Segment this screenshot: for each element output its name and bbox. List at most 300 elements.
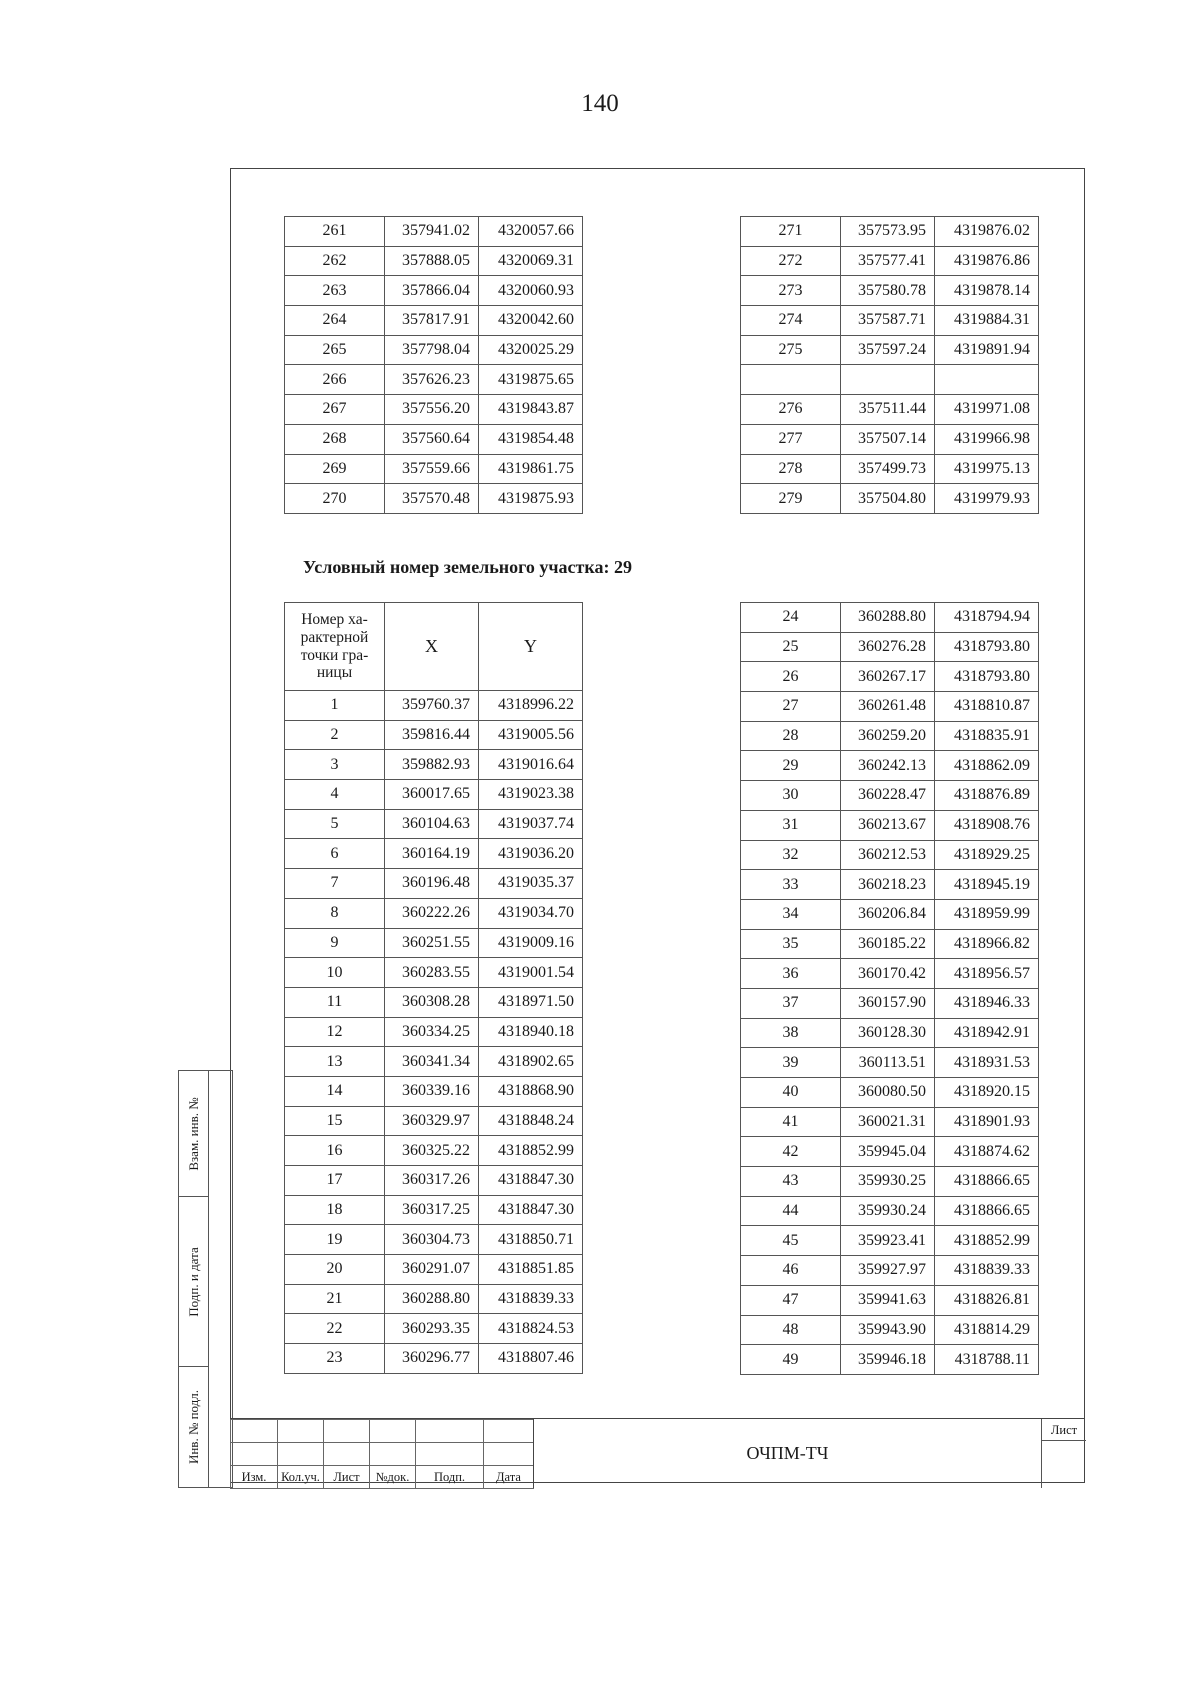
point-number: 15 bbox=[285, 1106, 385, 1136]
point-number: 264 bbox=[285, 306, 385, 336]
point-number: 278 bbox=[741, 454, 841, 484]
table-row bbox=[741, 306, 1039, 336]
x-coordinate: 360213.67 bbox=[841, 810, 935, 840]
y-coordinate: 4319875.65 bbox=[479, 365, 583, 395]
x-coordinate: 360296.77 bbox=[385, 1344, 479, 1374]
point-number: 40 bbox=[741, 1078, 841, 1108]
y-coordinate: 4319971.08 bbox=[935, 395, 1039, 425]
x-coordinate: 360308.28 bbox=[385, 987, 479, 1017]
x-coordinate: 360334.25 bbox=[385, 1017, 479, 1047]
point-number: 23 bbox=[285, 1344, 385, 1374]
table-row bbox=[741, 1226, 1039, 1256]
point-number: 46 bbox=[741, 1256, 841, 1286]
point-number: 26 bbox=[741, 662, 841, 692]
table-row bbox=[741, 840, 1039, 870]
table-row bbox=[741, 335, 1039, 365]
x-coordinate: 360317.26 bbox=[385, 1166, 479, 1196]
x-coordinate: 360242.13 bbox=[841, 751, 935, 781]
table-row bbox=[741, 929, 1039, 959]
coordinates-table-top-right bbox=[740, 216, 1039, 514]
point-number: 14 bbox=[285, 1076, 385, 1106]
label-list: Лист bbox=[324, 1466, 370, 1489]
point-number: 273 bbox=[741, 276, 841, 306]
table-row bbox=[741, 217, 1039, 247]
table-row bbox=[741, 276, 1039, 306]
x-coordinate: 357798.04 bbox=[385, 335, 479, 365]
table-row bbox=[741, 246, 1039, 276]
table-row bbox=[741, 365, 1039, 395]
title-block-grid bbox=[230, 1419, 534, 1489]
table-row bbox=[285, 335, 583, 365]
point-number: 41 bbox=[741, 1107, 841, 1137]
point-number: 29 bbox=[741, 751, 841, 781]
x-coordinate: 357577.41 bbox=[841, 246, 935, 276]
point-number: 42 bbox=[741, 1137, 841, 1167]
y-coordinate: 4318810.87 bbox=[935, 692, 1039, 722]
x-coordinate: 360128.30 bbox=[841, 1018, 935, 1048]
x-coordinate: 360317.25 bbox=[385, 1195, 479, 1225]
label-podp: Подп. bbox=[416, 1466, 484, 1489]
point-number: 25 bbox=[741, 632, 841, 662]
point-number: 265 bbox=[285, 335, 385, 365]
document-code: ОЧПМ-ТЧ bbox=[533, 1419, 1041, 1488]
point-number: 3 bbox=[285, 750, 385, 780]
header-x: X bbox=[385, 603, 479, 691]
y-coordinate: 4319875.93 bbox=[479, 484, 583, 514]
side-cell-vzam bbox=[179, 1071, 209, 1197]
x-coordinate: 360228.47 bbox=[841, 781, 935, 811]
x-coordinate: 359760.37 bbox=[385, 691, 479, 721]
point-number: 11 bbox=[285, 987, 385, 1017]
point-number: 20 bbox=[285, 1255, 385, 1285]
table-row bbox=[741, 1345, 1039, 1375]
point-number: 263 bbox=[285, 276, 385, 306]
point-number: 8 bbox=[285, 898, 385, 928]
y-coordinate: 4319036.20 bbox=[479, 839, 583, 869]
point-number: 261 bbox=[285, 217, 385, 247]
table-row bbox=[285, 246, 583, 276]
side-cell-podp bbox=[179, 1197, 209, 1367]
point-number: 16 bbox=[285, 1136, 385, 1166]
y-coordinate: 4320042.60 bbox=[479, 306, 583, 336]
x-coordinate: 360293.35 bbox=[385, 1314, 479, 1344]
point-number: 22 bbox=[285, 1314, 385, 1344]
side-label-vzam: Взам. инв. № bbox=[185, 1096, 201, 1171]
table-row bbox=[741, 1256, 1039, 1286]
y-coordinate: 4318788.11 bbox=[935, 1345, 1039, 1375]
point-number: 33 bbox=[741, 870, 841, 900]
table-row bbox=[741, 1315, 1039, 1345]
point-number: 6 bbox=[285, 839, 385, 869]
point-number: 5 bbox=[285, 809, 385, 839]
point-number: 30 bbox=[741, 781, 841, 811]
point-number: 2 bbox=[285, 720, 385, 750]
x-coordinate: 360304.73 bbox=[385, 1225, 479, 1255]
point-number: 262 bbox=[285, 246, 385, 276]
x-coordinate: 357597.24 bbox=[841, 335, 935, 365]
table-row bbox=[741, 692, 1039, 722]
table-row bbox=[741, 959, 1039, 989]
coordinates-table-top-left bbox=[284, 216, 583, 514]
x-coordinate: 357559.66 bbox=[385, 454, 479, 484]
table-row bbox=[741, 1107, 1039, 1137]
y-coordinate: 4319009.16 bbox=[479, 928, 583, 958]
y-coordinate: 4319843.87 bbox=[479, 395, 583, 425]
point-number: 275 bbox=[741, 335, 841, 365]
y-coordinate: 4320060.93 bbox=[479, 276, 583, 306]
coordinates-table-bottom-right bbox=[740, 602, 1039, 1375]
sheet-cell bbox=[1041, 1419, 1085, 1488]
y-coordinate: 4318920.15 bbox=[935, 1078, 1039, 1108]
point-number: 48 bbox=[741, 1315, 841, 1345]
y-coordinate: 4318847.30 bbox=[479, 1166, 583, 1196]
x-coordinate: 359941.63 bbox=[841, 1285, 935, 1315]
x-coordinate: 357560.64 bbox=[385, 424, 479, 454]
title-block-labels bbox=[231, 1466, 534, 1489]
point-number: 267 bbox=[285, 395, 385, 425]
x-coordinate bbox=[841, 365, 935, 395]
y-coordinate: 4318971.50 bbox=[479, 987, 583, 1017]
y-coordinate: 4318793.80 bbox=[935, 632, 1039, 662]
table-row bbox=[285, 720, 583, 750]
table-row bbox=[285, 1106, 583, 1136]
x-coordinate: 360267.17 bbox=[841, 662, 935, 692]
table-row bbox=[285, 1076, 583, 1106]
y-coordinate: 4318940.18 bbox=[479, 1017, 583, 1047]
table-row bbox=[741, 1167, 1039, 1197]
point-number: 31 bbox=[741, 810, 841, 840]
sheet-label: Лист bbox=[1042, 1419, 1086, 1441]
table-row bbox=[285, 276, 583, 306]
x-coordinate: 357941.02 bbox=[385, 217, 479, 247]
x-coordinate: 360196.48 bbox=[385, 869, 479, 899]
y-coordinate: 4319876.02 bbox=[935, 217, 1039, 247]
y-coordinate: 4318929.25 bbox=[935, 840, 1039, 870]
x-coordinate: 360276.28 bbox=[841, 632, 935, 662]
table-row bbox=[741, 395, 1039, 425]
x-coordinate: 359882.93 bbox=[385, 750, 479, 780]
x-coordinate: 360206.84 bbox=[841, 899, 935, 929]
point-number: 47 bbox=[741, 1285, 841, 1315]
point-number: 13 bbox=[285, 1047, 385, 1077]
side-label-inv: Инв. № подл. bbox=[185, 1389, 201, 1465]
point-number: 34 bbox=[741, 899, 841, 929]
table-row bbox=[285, 958, 583, 988]
table-row bbox=[285, 1166, 583, 1196]
table-row bbox=[285, 1284, 583, 1314]
x-coordinate: 359816.44 bbox=[385, 720, 479, 750]
point-number: 268 bbox=[285, 424, 385, 454]
y-coordinate: 4319861.75 bbox=[479, 454, 583, 484]
y-coordinate: 4318902.65 bbox=[479, 1047, 583, 1077]
table-row bbox=[285, 1314, 583, 1344]
x-coordinate: 357626.23 bbox=[385, 365, 479, 395]
point-number: 19 bbox=[285, 1225, 385, 1255]
header-point-number: Номер ха-рактерной точки гра-ницы bbox=[285, 603, 385, 691]
x-coordinate: 360259.20 bbox=[841, 721, 935, 751]
table-row bbox=[285, 1136, 583, 1166]
y-coordinate: 4318866.65 bbox=[935, 1167, 1039, 1197]
point-number: 4 bbox=[285, 780, 385, 810]
y-coordinate: 4319878.14 bbox=[935, 276, 1039, 306]
point-number: 45 bbox=[741, 1226, 841, 1256]
point-number: 18 bbox=[285, 1195, 385, 1225]
x-coordinate: 360218.23 bbox=[841, 870, 935, 900]
y-coordinate: 4318901.93 bbox=[935, 1107, 1039, 1137]
table-row bbox=[741, 1285, 1039, 1315]
y-coordinate: 4318839.33 bbox=[479, 1284, 583, 1314]
y-coordinate: 4318852.99 bbox=[935, 1226, 1039, 1256]
y-coordinate: 4318850.71 bbox=[479, 1225, 583, 1255]
x-coordinate: 357573.95 bbox=[841, 217, 935, 247]
y-coordinate: 4320025.29 bbox=[479, 335, 583, 365]
y-coordinate: 4319005.56 bbox=[479, 720, 583, 750]
y-coordinate: 4318946.33 bbox=[935, 988, 1039, 1018]
table-row bbox=[285, 898, 583, 928]
y-coordinate: 4319023.38 bbox=[479, 780, 583, 810]
y-coordinate: 4318945.19 bbox=[935, 870, 1039, 900]
y-coordinate: 4319001.54 bbox=[479, 958, 583, 988]
table-row bbox=[285, 691, 583, 721]
x-coordinate: 360339.16 bbox=[385, 1076, 479, 1106]
table-row bbox=[741, 1196, 1039, 1226]
page-number: 140 bbox=[581, 90, 619, 117]
table-row bbox=[285, 987, 583, 1017]
point-number: 44 bbox=[741, 1196, 841, 1226]
y-coordinate: 4318851.85 bbox=[479, 1255, 583, 1285]
x-coordinate: 357888.05 bbox=[385, 246, 479, 276]
point-number: 279 bbox=[741, 484, 841, 514]
table-row bbox=[741, 870, 1039, 900]
x-coordinate: 360291.07 bbox=[385, 1255, 479, 1285]
x-coordinate: 360329.97 bbox=[385, 1106, 479, 1136]
y-coordinate: 4318824.53 bbox=[479, 1314, 583, 1344]
table-row bbox=[741, 1078, 1039, 1108]
table-row bbox=[741, 484, 1039, 514]
y-coordinate: 4320057.66 bbox=[479, 217, 583, 247]
x-coordinate: 359930.24 bbox=[841, 1196, 935, 1226]
y-coordinate: 4319037.74 bbox=[479, 809, 583, 839]
x-coordinate: 359943.90 bbox=[841, 1315, 935, 1345]
table-row bbox=[285, 809, 583, 839]
point-number: 28 bbox=[741, 721, 841, 751]
table-header-row bbox=[285, 603, 583, 691]
x-coordinate: 357866.04 bbox=[385, 276, 479, 306]
y-coordinate: 4319016.64 bbox=[479, 750, 583, 780]
table-row bbox=[285, 1195, 583, 1225]
x-coordinate: 357499.73 bbox=[841, 454, 935, 484]
x-coordinate: 360157.90 bbox=[841, 988, 935, 1018]
x-coordinate: 357580.78 bbox=[841, 276, 935, 306]
x-coordinate: 360261.48 bbox=[841, 692, 935, 722]
side-cell-inv bbox=[179, 1367, 209, 1487]
label-kol-uch: Кол.уч. bbox=[278, 1466, 324, 1489]
y-coordinate: 4318848.24 bbox=[479, 1106, 583, 1136]
table-row bbox=[285, 928, 583, 958]
table-row bbox=[285, 750, 583, 780]
table-row bbox=[285, 484, 583, 514]
point-number: 9 bbox=[285, 928, 385, 958]
table-row bbox=[285, 869, 583, 899]
table-row bbox=[741, 751, 1039, 781]
y-coordinate: 4318876.89 bbox=[935, 781, 1039, 811]
table-row bbox=[285, 217, 583, 247]
x-coordinate: 360288.80 bbox=[841, 603, 935, 633]
point-number: 39 bbox=[741, 1048, 841, 1078]
x-coordinate: 357507.14 bbox=[841, 424, 935, 454]
y-coordinate: 4319035.37 bbox=[479, 869, 583, 899]
table-row bbox=[741, 662, 1039, 692]
table-row bbox=[741, 721, 1039, 751]
y-coordinate: 4318807.46 bbox=[479, 1344, 583, 1374]
x-coordinate: 360113.51 bbox=[841, 1048, 935, 1078]
y-coordinate: 4318868.90 bbox=[479, 1076, 583, 1106]
point-number: 274 bbox=[741, 306, 841, 336]
point-number: 12 bbox=[285, 1017, 385, 1047]
x-coordinate: 360222.26 bbox=[385, 898, 479, 928]
point-number: 276 bbox=[741, 395, 841, 425]
y-coordinate: 4318826.81 bbox=[935, 1285, 1039, 1315]
table-row bbox=[285, 780, 583, 810]
table-row bbox=[285, 365, 583, 395]
label-data: Дата bbox=[484, 1466, 534, 1489]
point-number: 269 bbox=[285, 454, 385, 484]
y-coordinate: 4319884.31 bbox=[935, 306, 1039, 336]
x-coordinate: 357504.80 bbox=[841, 484, 935, 514]
table-row bbox=[741, 1018, 1039, 1048]
x-coordinate: 359930.25 bbox=[841, 1167, 935, 1197]
point-number: 37 bbox=[741, 988, 841, 1018]
x-coordinate: 357556.20 bbox=[385, 395, 479, 425]
x-coordinate: 360283.55 bbox=[385, 958, 479, 988]
table-row bbox=[285, 1047, 583, 1077]
x-coordinate: 360170.42 bbox=[841, 959, 935, 989]
section-title: Условный номер земельного участка: 29 bbox=[303, 557, 632, 577]
point-number bbox=[741, 365, 841, 395]
y-coordinate: 4318959.99 bbox=[935, 899, 1039, 929]
y-coordinate: 4318942.91 bbox=[935, 1018, 1039, 1048]
y-coordinate: 4319034.70 bbox=[479, 898, 583, 928]
y-coordinate: 4318956.57 bbox=[935, 959, 1039, 989]
table-row bbox=[285, 454, 583, 484]
side-label-podp: Подп. и дата bbox=[185, 1246, 201, 1317]
x-coordinate: 359927.97 bbox=[841, 1256, 935, 1286]
x-coordinate: 357817.91 bbox=[385, 306, 479, 336]
table-row bbox=[741, 899, 1039, 929]
table-row bbox=[285, 1344, 583, 1374]
y-coordinate: 4319854.48 bbox=[479, 424, 583, 454]
y-coordinate: 4318847.30 bbox=[479, 1195, 583, 1225]
x-coordinate: 360021.31 bbox=[841, 1107, 935, 1137]
y-coordinate: 4318866.65 bbox=[935, 1196, 1039, 1226]
x-coordinate: 357570.48 bbox=[385, 484, 479, 514]
y-coordinate: 4318852.99 bbox=[479, 1136, 583, 1166]
x-coordinate: 360104.63 bbox=[385, 809, 479, 839]
table-row bbox=[285, 1225, 583, 1255]
y-coordinate: 4319975.13 bbox=[935, 454, 1039, 484]
y-coordinate: 4319979.93 bbox=[935, 484, 1039, 514]
table-row bbox=[285, 1255, 583, 1285]
point-number: 271 bbox=[741, 217, 841, 247]
point-number: 7 bbox=[285, 869, 385, 899]
point-number: 21 bbox=[285, 1284, 385, 1314]
x-coordinate: 360288.80 bbox=[385, 1284, 479, 1314]
table-row bbox=[741, 603, 1039, 633]
table-row bbox=[285, 839, 583, 869]
point-number: 277 bbox=[741, 424, 841, 454]
x-coordinate: 360164.19 bbox=[385, 839, 479, 869]
table-row bbox=[285, 424, 583, 454]
x-coordinate: 357511.44 bbox=[841, 395, 935, 425]
x-coordinate: 360341.34 bbox=[385, 1047, 479, 1077]
table-row bbox=[285, 306, 583, 336]
table-row bbox=[285, 1017, 583, 1047]
coordinates-table-bottom-left bbox=[284, 602, 583, 1374]
point-number: 10 bbox=[285, 958, 385, 988]
y-coordinate: 4318931.53 bbox=[935, 1048, 1039, 1078]
x-coordinate: 359946.18 bbox=[841, 1345, 935, 1375]
x-coordinate: 360017.65 bbox=[385, 780, 479, 810]
y-coordinate: 4318793.80 bbox=[935, 662, 1039, 692]
point-number: 270 bbox=[285, 484, 385, 514]
x-coordinate: 360212.53 bbox=[841, 840, 935, 870]
table-row bbox=[741, 810, 1039, 840]
x-coordinate: 360185.22 bbox=[841, 929, 935, 959]
table-row bbox=[741, 1137, 1039, 1167]
table-row bbox=[741, 454, 1039, 484]
x-coordinate: 359945.04 bbox=[841, 1137, 935, 1167]
x-coordinate: 359923.41 bbox=[841, 1226, 935, 1256]
y-coordinate: 4318862.09 bbox=[935, 751, 1039, 781]
x-coordinate: 357587.71 bbox=[841, 306, 935, 336]
y-coordinate: 4319891.94 bbox=[935, 335, 1039, 365]
point-number: 27 bbox=[741, 692, 841, 722]
point-number: 17 bbox=[285, 1166, 385, 1196]
y-coordinate: 4319876.86 bbox=[935, 246, 1039, 276]
table-row bbox=[741, 632, 1039, 662]
table-row bbox=[285, 395, 583, 425]
x-coordinate: 360080.50 bbox=[841, 1078, 935, 1108]
point-number: 43 bbox=[741, 1167, 841, 1197]
point-number: 266 bbox=[285, 365, 385, 395]
table-row bbox=[741, 988, 1039, 1018]
y-coordinate: 4318908.76 bbox=[935, 810, 1039, 840]
point-number: 1 bbox=[285, 691, 385, 721]
y-coordinate: 4318874.62 bbox=[935, 1137, 1039, 1167]
y-coordinate: 4318839.33 bbox=[935, 1256, 1039, 1286]
point-number: 32 bbox=[741, 840, 841, 870]
point-number: 38 bbox=[741, 1018, 841, 1048]
point-number: 49 bbox=[741, 1345, 841, 1375]
y-coordinate: 4319966.98 bbox=[935, 424, 1039, 454]
point-number: 35 bbox=[741, 929, 841, 959]
title-block bbox=[230, 1418, 1085, 1487]
label-ndok: №док. bbox=[370, 1466, 416, 1489]
table-row bbox=[741, 424, 1039, 454]
y-coordinate: 4318966.82 bbox=[935, 929, 1039, 959]
side-stamp-strip bbox=[178, 1070, 233, 1488]
label-izm: Изм. bbox=[231, 1466, 278, 1489]
point-number: 24 bbox=[741, 603, 841, 633]
point-number: 36 bbox=[741, 959, 841, 989]
y-coordinate: 4318814.29 bbox=[935, 1315, 1039, 1345]
y-coordinate: 4318794.94 bbox=[935, 603, 1039, 633]
x-coordinate: 360251.55 bbox=[385, 928, 479, 958]
table-row bbox=[741, 781, 1039, 811]
table-row bbox=[741, 1048, 1039, 1078]
y-coordinate bbox=[935, 365, 1039, 395]
point-number: 272 bbox=[741, 246, 841, 276]
